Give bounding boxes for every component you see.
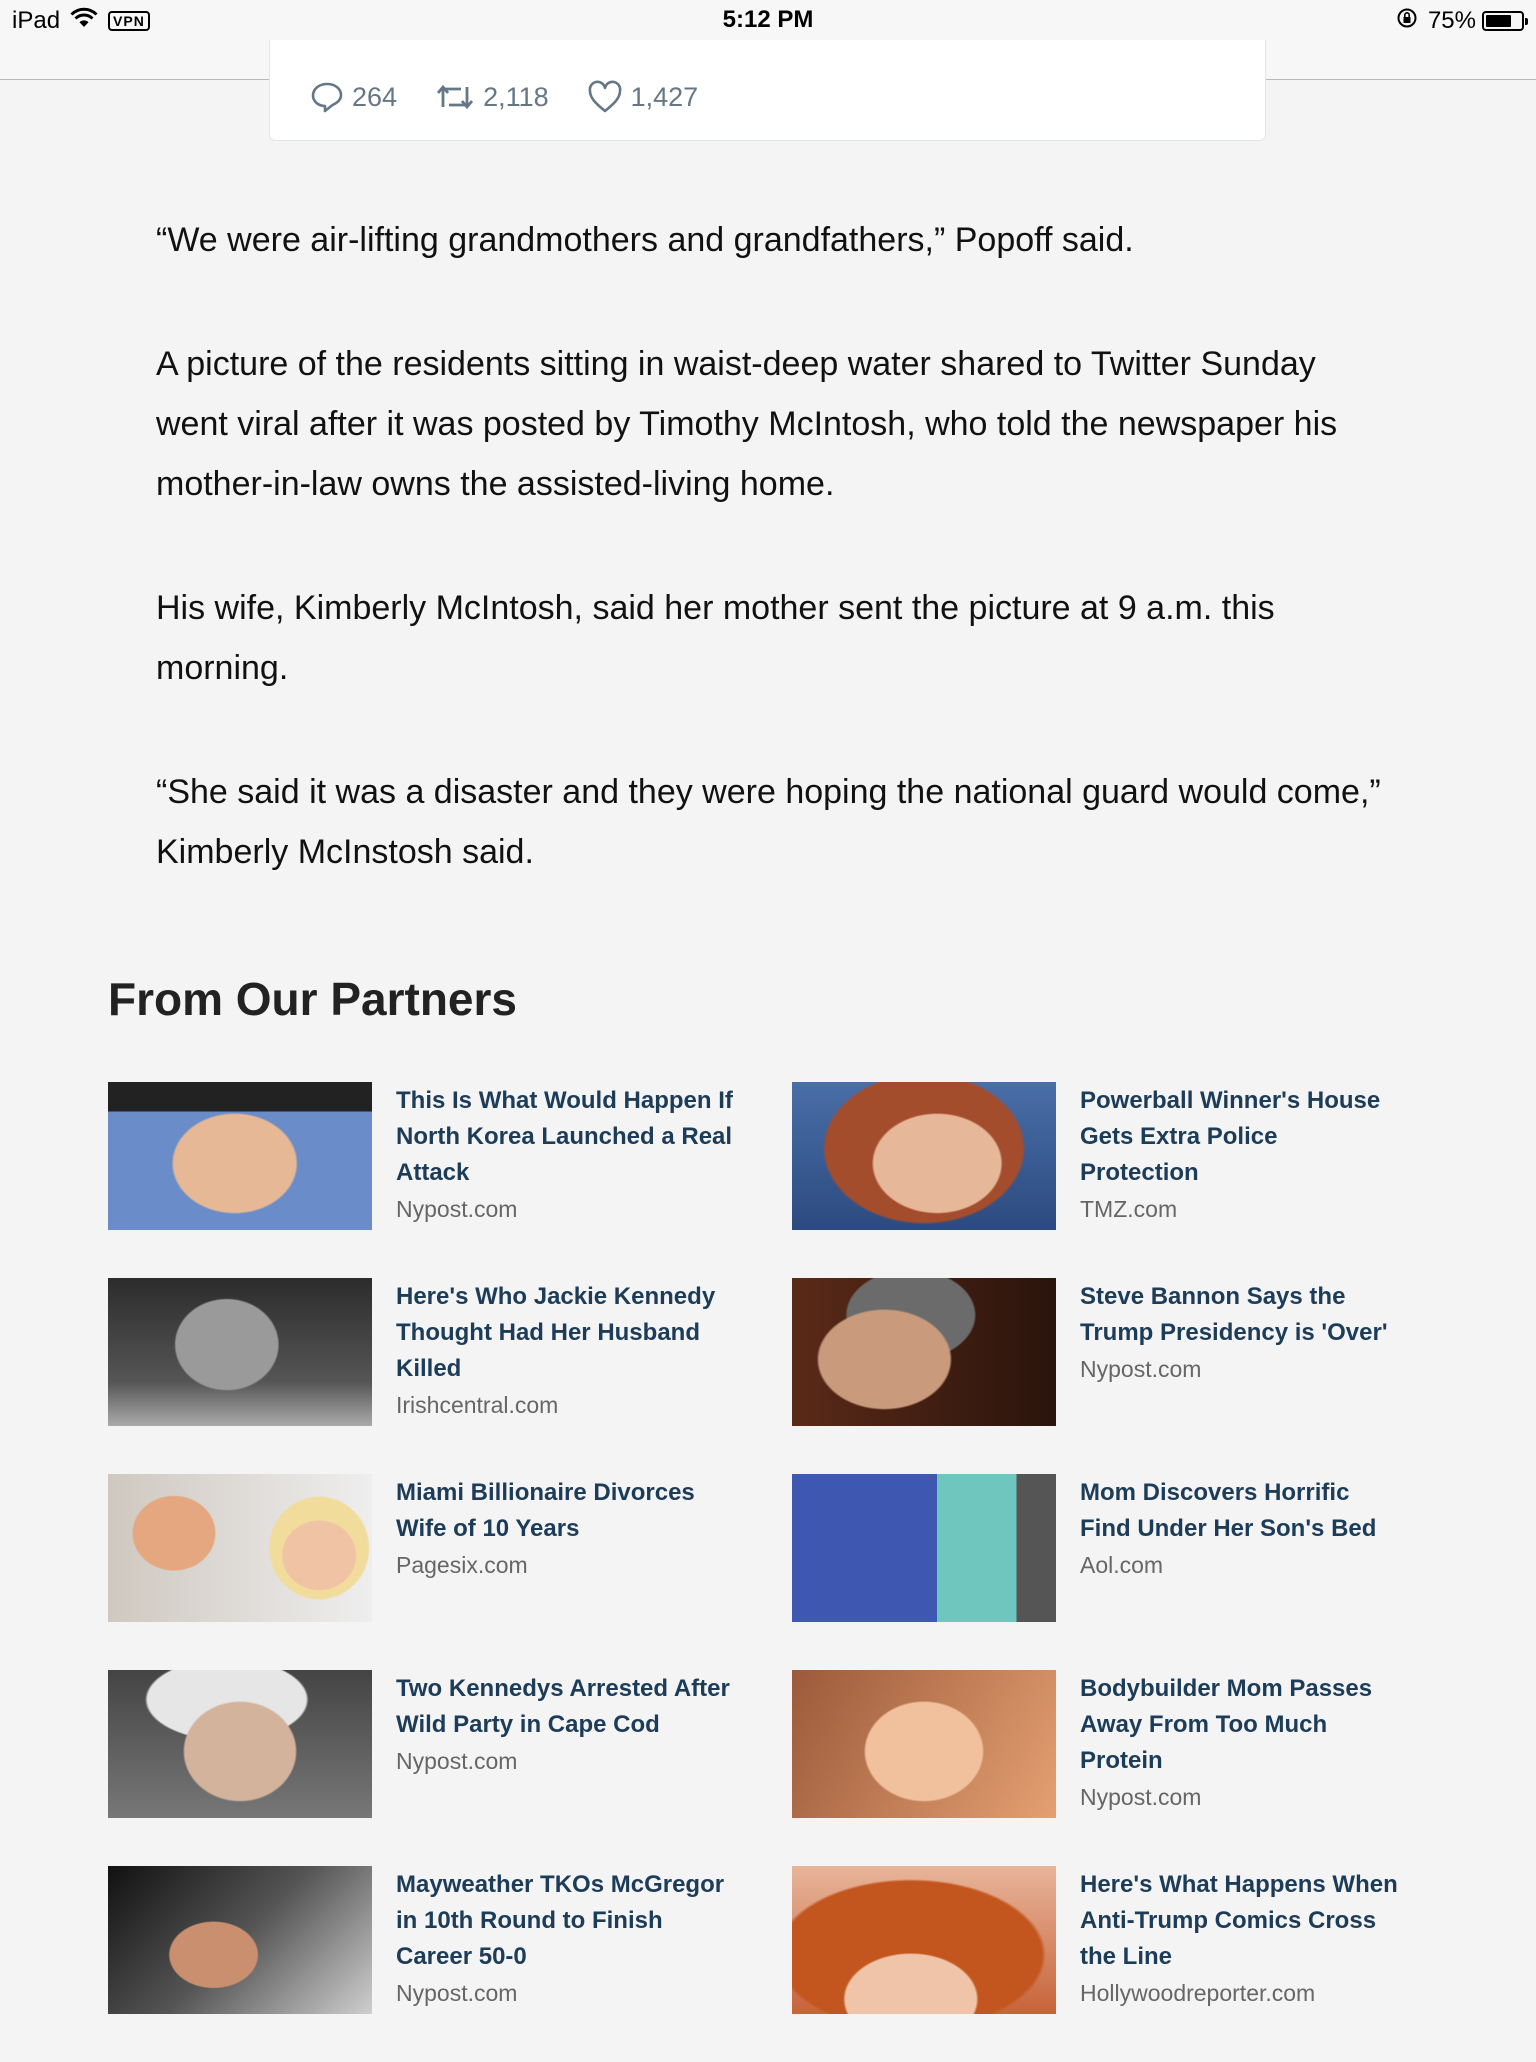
- vpn-badge: VPN: [108, 11, 150, 31]
- partner-thumbnail[interactable]: [108, 1082, 372, 1230]
- battery-percent: 75%: [1427, 7, 1476, 34]
- partner-headline[interactable]: Miami Billionaire Divorces Wife of 10 Years: [396, 1479, 695, 1542]
- partner-headline[interactable]: This Is What Would Happen If North Korea Launched a Real Attack: [396, 1087, 733, 1186]
- partner-card[interactable]: [108, 1474, 792, 1670]
- partner-card[interactable]: [792, 1670, 1398, 1866]
- partner-source: Nypost.com: [1080, 1356, 1202, 1382]
- partner-thumbnail[interactable]: [792, 1670, 1056, 1818]
- device-label: iPad: [12, 7, 61, 34]
- partner-thumbnail[interactable]: [108, 1670, 372, 1818]
- partner-source: Nypost.com: [1080, 1784, 1202, 1810]
- status-time: 5:12 PM: [722, 6, 814, 33]
- partner-headline[interactable]: Mayweather TKOs McGregor in 10th Round to Finish Career 50-0: [396, 1871, 725, 1970]
- partner-headline[interactable]: Mom Discovers Horrific Find Under Her Son's Bed: [1080, 1479, 1377, 1542]
- embedded-tweet-card: [269, 40, 1266, 141]
- article-paragraph: “We were air-lifting grandmothers and grandfathers,” Popoff said.: [156, 221, 1134, 259]
- article-body: [156, 210, 1386, 946]
- battery-icon: [1482, 11, 1524, 31]
- partner-card[interactable]: [792, 1278, 1398, 1474]
- partner-headline[interactable]: Two Kennedys Arrested After Wild Party in Cape Cod: [396, 1675, 730, 1738]
- partner-card[interactable]: [792, 1474, 1398, 1670]
- reply-action[interactable]: [310, 80, 397, 114]
- partner-card[interactable]: [108, 1670, 792, 1866]
- like-action[interactable]: [587, 80, 699, 114]
- partner-card[interactable]: [792, 1082, 1398, 1278]
- partner-source: Nypost.com: [396, 1748, 518, 1774]
- article-paragraph: “She said it was a disaster and they were hoping the national guard would come,” Kimberly McInstosh said.: [156, 773, 1381, 871]
- partner-source: Pagesix.com: [396, 1552, 528, 1578]
- partner-thumbnail[interactable]: [792, 1474, 1056, 1622]
- partner-source: TMZ.com: [1080, 1196, 1178, 1222]
- reply-icon: [310, 80, 344, 114]
- partner-card[interactable]: [108, 1866, 792, 2062]
- heart-icon: [587, 80, 623, 114]
- partner-headline[interactable]: Powerball Winner's House Gets Extra Police Protection: [1080, 1087, 1381, 1186]
- partner-thumbnail[interactable]: [108, 1866, 372, 2014]
- retweet-action[interactable]: [435, 80, 549, 114]
- article-paragraph: His wife, Kimberly McIntosh, said her mother sent the picture at 9 a.m. this morning.: [156, 589, 1275, 687]
- rotation-lock-icon: [1396, 7, 1418, 36]
- partner-source: Irishcentral.com: [396, 1392, 559, 1418]
- partner-thumbnail[interactable]: [792, 1278, 1056, 1426]
- tweet-actions: [310, 80, 736, 114]
- partner-headline[interactable]: Steve Bannon Says the Trump Presidency is 'Over': [1080, 1283, 1388, 1346]
- partner-card[interactable]: [108, 1082, 792, 1278]
- partner-thumbnail[interactable]: [792, 1082, 1056, 1230]
- partner-headline[interactable]: Here's What Happens When Anti-Trump Comics Cross the Line: [1080, 1871, 1398, 1970]
- partner-thumbnail[interactable]: [108, 1474, 372, 1622]
- partner-thumbnail[interactable]: [792, 1866, 1056, 2014]
- article-paragraph: A picture of the residents sitting in waist-deep water shared to Twitter Sunday went viral after it was posted by Timothy McIntosh, who told the newspaper his mother-in-law owns the assisted-living home.: [156, 345, 1338, 503]
- partner-thumbnail[interactable]: [108, 1278, 372, 1426]
- partner-source: Nypost.com: [396, 1196, 518, 1222]
- retweet-icon: [435, 80, 475, 114]
- partner-card[interactable]: [108, 1278, 792, 1474]
- partner-headline[interactable]: Here's Who Jackie Kennedy Thought Had Her Husband Killed: [396, 1283, 716, 1382]
- status-right: [1396, 6, 1524, 36]
- partners-section-title: From Our Partners: [108, 973, 517, 1025]
- retweet-count: 2,118: [483, 81, 549, 112]
- reply-count: 264: [352, 81, 398, 112]
- partner-source: Aol.com: [1080, 1552, 1164, 1578]
- partners-grid: [108, 1082, 1398, 2062]
- partner-source: Hollywoodreporter.com: [1080, 1980, 1316, 2006]
- partner-source: Nypost.com: [396, 1980, 518, 2006]
- like-count: 1,427: [630, 81, 699, 112]
- partner-card[interactable]: [792, 1866, 1398, 2062]
- partner-headline[interactable]: Bodybuilder Mom Passes Away From Too Much Protein: [1080, 1675, 1373, 1774]
